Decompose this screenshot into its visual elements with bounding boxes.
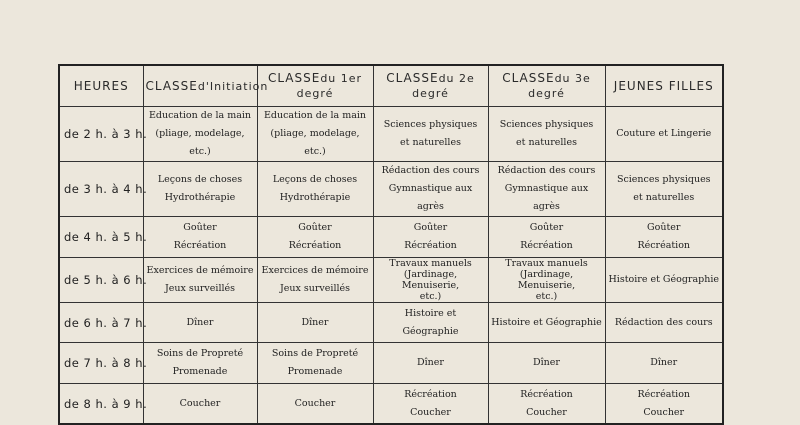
header-young-girls: [605, 65, 723, 107]
schedule-cell: [488, 217, 605, 258]
hour-cell: de 4 h. à 5 h.: [59, 217, 143, 258]
cell-line: Récréation: [288, 239, 342, 251]
cell-line: (Jardinage, Menuiserie,: [517, 268, 576, 291]
header-sublabel: du 1er degré: [296, 72, 363, 100]
schedule-cell: [373, 343, 488, 384]
cell-line: et naturelles: [516, 137, 577, 148]
cell-line: Sciences physiques: [383, 119, 478, 130]
schedule-cell: [488, 257, 605, 302]
schedule-cell: [605, 257, 723, 302]
cell-line: Goûter: [183, 221, 217, 233]
cell-line: Goûter: [413, 221, 448, 233]
cell-line: Soins de Propreté: [271, 348, 359, 360]
cell-line: Rédaction des cours: [614, 316, 713, 328]
cell-line: Récréation: [637, 239, 691, 251]
header-sublabel: du 2e degré: [412, 72, 475, 100]
table-row: [59, 343, 723, 384]
hour-cell: de 7 h. à 8 h.: [59, 343, 143, 384]
cell-line: Dîner: [186, 316, 214, 328]
cell-line: Hydrothérapie: [279, 192, 351, 203]
hour-cell: de 5 h. à 6 h.: [59, 257, 143, 302]
schedule-cell: [257, 107, 373, 162]
schedule-cell: [373, 107, 488, 162]
schedule-cell: [257, 384, 373, 425]
header-hours: [59, 65, 143, 107]
cell-line: Dîner: [533, 357, 560, 369]
header-sublabel: du 3e degré: [528, 72, 591, 100]
hour-cell: de 8 h. à 9 h.: [59, 384, 143, 425]
cell-line: Gymnastique aux agrès: [388, 183, 473, 212]
schedule-cell: [143, 384, 257, 425]
schedule-cell: [257, 217, 373, 258]
table-row: [59, 302, 723, 343]
cell-line: Travaux manuels: [505, 257, 588, 269]
cell-line: Jeux surveillés: [279, 282, 351, 294]
cell-line: Coucher: [179, 397, 221, 409]
header-class-initiation: [143, 65, 269, 107]
header-sublabel: d'Initiation: [197, 79, 269, 93]
cell-line: Exercices de mémoire: [261, 264, 369, 276]
cell-line: Gymnastique aux agrès: [504, 183, 589, 212]
hour-cell: de 2 h. à 3 h.: [59, 107, 143, 162]
schedule-cell: [143, 107, 257, 162]
cell-line: Récréation: [637, 388, 691, 400]
cell-line: et naturelles: [633, 192, 695, 203]
cell-line: etc.): [535, 290, 558, 302]
header-label: CLASSE: [145, 78, 198, 93]
cell-line: Jeux surveillés: [164, 282, 236, 294]
schedule-cell: [257, 162, 373, 217]
cell-line: Sciences physiques: [616, 174, 711, 185]
cell-line: Goûter: [529, 221, 564, 233]
cell-line: et naturelles: [400, 137, 461, 148]
cell-line: Education de la main: [263, 110, 367, 121]
header-label: CLASSE: [386, 71, 439, 85]
schedule-table: [58, 64, 724, 425]
table-row: [59, 107, 723, 162]
cell-line: Récréation: [404, 388, 457, 400]
cell-line: Récréation: [520, 239, 573, 251]
cell-line: Dîner: [650, 357, 678, 369]
cell-line: Rédaction des cours: [381, 165, 480, 176]
header-label: CLASSE: [267, 71, 321, 85]
cell-line: Histoire et Géographie: [608, 273, 719, 285]
table-row: [59, 257, 723, 302]
schedule-cell: [488, 302, 605, 343]
cell-line: Coucher: [294, 397, 336, 409]
header-label: CLASSE: [502, 71, 555, 85]
schedule-cell: [605, 302, 723, 343]
schedule-cell: [373, 384, 488, 425]
schedule-cell: [257, 257, 373, 302]
cell-line: Dîner: [301, 316, 329, 328]
schedule-cell: [373, 257, 488, 302]
cell-line: Travaux manuels: [389, 257, 472, 269]
schedule-cell: [605, 343, 723, 384]
schedule-cell: [143, 343, 257, 384]
cell-line: Coucher: [643, 406, 685, 418]
table-row: [59, 162, 723, 217]
cell-line: (pliage, modelage, etc.): [155, 128, 245, 157]
schedule-cell: [143, 257, 257, 302]
schedule-cell: [143, 162, 257, 217]
schedule-cell: [605, 107, 723, 162]
cell-line: Promenade: [172, 366, 228, 378]
cell-line: Coucher: [410, 406, 451, 418]
hour-cell: de 3 h. à 4 h.: [59, 162, 143, 217]
cell-line: Sciences physiques: [499, 119, 594, 130]
cell-line: Rédaction des cours: [497, 165, 596, 176]
schedule-cell: [257, 302, 373, 343]
cell-line: Goûter: [298, 221, 332, 233]
schedule-cell: [373, 217, 488, 258]
schedule-cell: [605, 384, 723, 425]
cell-line: Soins de Propreté: [156, 348, 244, 360]
header-row: [59, 65, 723, 107]
schedule-body: [59, 107, 723, 425]
schedule-cell: [143, 217, 257, 258]
cell-line: Goûter: [647, 221, 681, 233]
cell-line: Education de la main: [148, 110, 252, 121]
schedule-cell: [488, 384, 605, 425]
cell-line: etc.): [419, 290, 442, 302]
cell-line: Hydrothérapie: [164, 192, 236, 203]
cell-line: Dîner: [417, 357, 444, 369]
hour-cell: de 6 h. à 7 h.: [59, 302, 143, 343]
table-row: [59, 384, 723, 425]
header-hours-label: HEURES: [73, 78, 129, 93]
cell-line: Histoire et Géographie: [402, 307, 459, 337]
schedule-cell: [143, 302, 257, 343]
cell-line: (pliage, modelage, etc.): [270, 128, 360, 157]
schedule-cell: [605, 162, 723, 217]
cell-line: Récréation: [404, 239, 457, 251]
cell-line: Récréation: [520, 388, 573, 400]
cell-line: Histoire et Géographie: [491, 316, 602, 328]
cell-line: Exercices de mémoire: [146, 264, 254, 276]
schedule-cell: [257, 343, 373, 384]
schedule-cell: [373, 162, 488, 217]
cell-line: (Jardinage, Menuiserie,: [401, 268, 460, 291]
schedule-cell: [605, 217, 723, 258]
schedule-cell: [488, 162, 605, 217]
cell-line: Couture et Lingerie: [616, 128, 712, 139]
cell-line: Leçons de choses: [157, 174, 243, 185]
cell-line: Promenade: [287, 366, 343, 378]
header-class-2nd-degree: [373, 65, 488, 107]
schedule-cell: [373, 302, 488, 343]
cell-line: Coucher: [526, 406, 567, 418]
table-row: [59, 217, 723, 258]
cell-line: Leçons de choses: [272, 174, 358, 185]
cell-line: Récréation: [173, 239, 227, 251]
header-label: JEUNES FILLES: [613, 78, 714, 93]
header-class-1st-degree: [257, 65, 373, 107]
header-class-3rd-degree: [488, 65, 605, 107]
schedule-cell: [488, 343, 605, 384]
schedule-cell: [488, 107, 605, 162]
